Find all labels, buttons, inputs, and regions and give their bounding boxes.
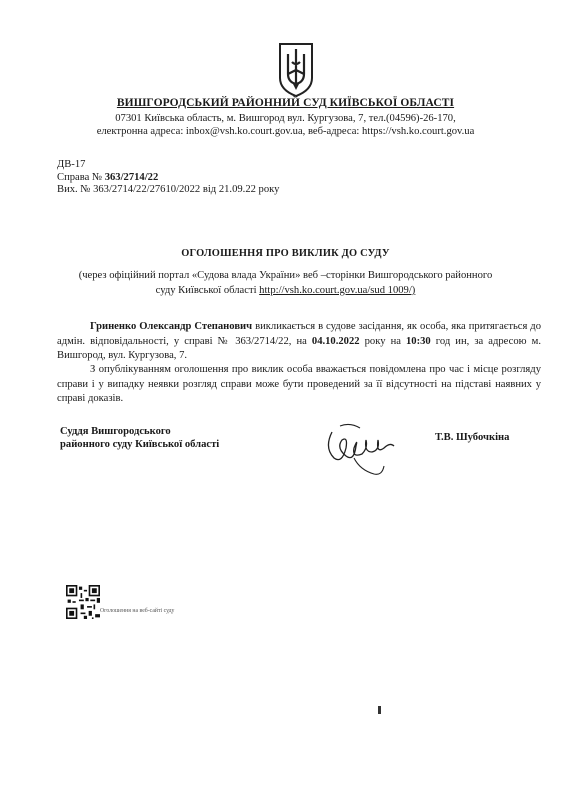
hearing-time: 10:30 <box>406 335 431 347</box>
court-portal-link[interactable]: http://vsh.ko.court.gov.ua/sud 1009/) <box>259 285 416 296</box>
hearing-date: 04.10.2022 <box>311 335 360 347</box>
qr-code-icon[interactable] <box>66 585 100 619</box>
summoned-person: Гриненко Олександр Степанович <box>90 321 253 332</box>
trident-emblem-icon <box>276 40 316 98</box>
summons-text-c: год ин, за адресою м. Вишгород, вул. Кургузова, 7. <box>57 335 541 361</box>
signature-icon <box>320 418 400 480</box>
notice-title: ОГОЛОШЕННЯ ПРО ВИКЛИК ДО СУДУ <box>181 248 390 259</box>
summons-text-b: року на <box>359 335 406 347</box>
judge-title-line1: Суддя Вишгородського <box>60 426 171 437</box>
judge-name: Т.В. Шубочкіна <box>435 432 510 443</box>
judge-title-line2: районного суду Київської області <box>60 439 220 450</box>
court-contacts: електронна адреса: inbox@vsh.ko.court.gov.ua, веб-адреса: https://vsh.ko.court.gov.ua <box>96 126 475 137</box>
scan-mark <box>378 706 381 714</box>
summons-text-a: викликається в судове засідання, як особа, яка притягається до адмін. відповідальності, у справі № 363/2714/22, на <box>57 321 541 347</box>
summons-paragraph <box>57 320 541 364</box>
case-number-line <box>57 172 158 183</box>
consequence-text: З опублікуванням оголошення про виклик особа вважається повідомлена про час і місце розгляду справи і у випадку неявки розгляд справи може бути проведений за її відсутності на підставі наявних у справі доказів. <box>57 364 541 404</box>
consequence-paragraph <box>57 363 541 407</box>
notice-via-line1: (через офіційний портал «Судова влада України» веб –сторінки Вишгородського районного <box>78 270 493 281</box>
court-address: 07301 Київська область, м. Вишгород вул. Кургузова, 7, тел.(04596)-26-170, <box>115 113 456 124</box>
qr-caption: Оголошення на веб-сайті суду <box>100 608 175 614</box>
court-name: ВИШГОРОДСЬКИЙ РАЙОННИЙ СУД КИЇВСЬКОЇ ОБЛАСТІ <box>116 97 455 109</box>
form-code: ДВ-17 <box>57 159 86 170</box>
outgoing-number: Вих. № 363/2714/22/27610/2022 від 21.09.22 року <box>57 184 280 195</box>
case-label: Справа № <box>57 172 105 183</box>
case-number: 363/2714/22 <box>104 172 159 183</box>
via-prefix: суду Київської області <box>155 285 260 296</box>
notice-via-line2 <box>0 285 571 296</box>
